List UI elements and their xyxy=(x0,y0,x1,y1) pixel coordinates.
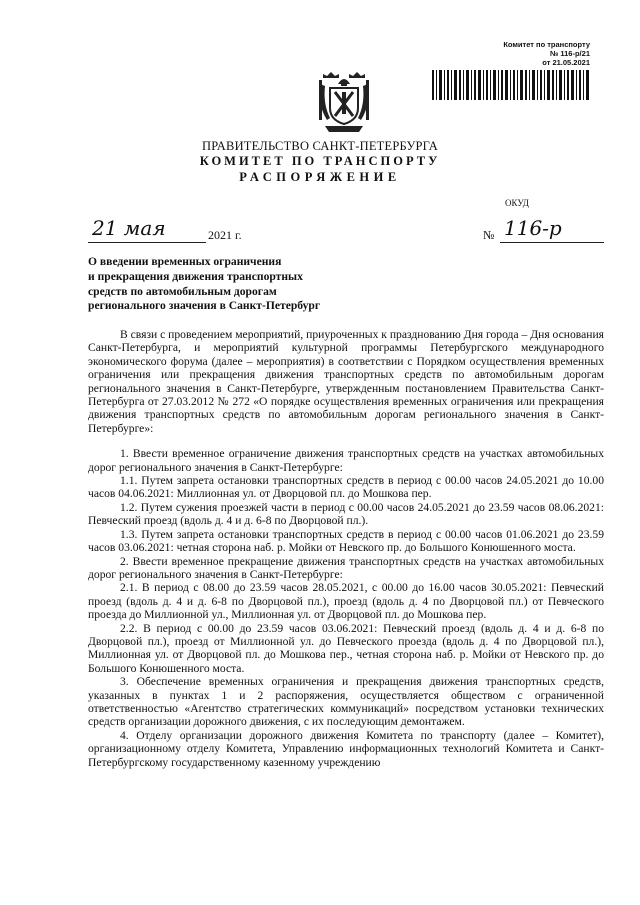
handwritten-date: 21 мая xyxy=(92,216,166,240)
title-line: и прекращения движения транспортных xyxy=(88,269,303,283)
date-year: 2021 г. xyxy=(208,228,242,242)
document-title xyxy=(88,255,320,314)
clause-3: 3. Обеспечение временных ограничения и прекращения движения транспортных средств, указанных в пунктах 1 и 2 распоряжения, осуществляется обществом с ограниченной ответственностью «Агентство стратегических коммуникаций» посредством установки технических средств организации дорожного движения, с их последующим демонтажем. xyxy=(88,675,604,729)
document-type-heading: РАСПОРЯЖЕНИЕ xyxy=(239,170,401,184)
committee-heading: КОМИТЕТ ПО ТРАНСПОРТУ xyxy=(199,154,441,168)
clause-2-2: 2.2. В период с 00.00 до 23.59 часов 03.06.2021: Певческий проезд (вдоль д. 4 и д. 6-8 по Дворцовой пл.), проезд от Миллионной ул. до Певческого проезда (вдоль д. 4 по Дворцовой пл.), Миллионная ул. от Дворцовой пл. до Мошкова пер., четная сторона наб. р. Мойки от Невского пр. до Большого Конюшенного моста. xyxy=(88,621,604,675)
date-underline xyxy=(88,242,206,243)
stamp-committee: Комитет по транспорту xyxy=(503,40,590,49)
clause-2-1: 2.1. В период с 08.00 до 23.59 часов 28.05.2021, с 00.00 до 16.00 часов 30.05.2021: Певческий проезд (вдоль д. 4 и д. 6-8 по Дворцовой пл.), проезд (вдоль д. 4 по Дворцовой пл.) от Певческого проезда до Миллионной ул., Миллионная ул. от Дворцовой пл. до Мошкова пер. xyxy=(88,581,604,622)
stamp-number: № 116-р/21 xyxy=(549,49,590,58)
document-body xyxy=(88,328,604,769)
clause-1-2: 1.2. Путем сужения проезжей части в период с 00.00 часов 24.05.2021 до 23.59 часов 08.06.2021: Певческий проезд (вдоль д. 4 и д. 6-8 по Дворцовой пл.). xyxy=(88,500,604,528)
title-line: регионального значения в Санкт-Петербург xyxy=(88,299,321,313)
title-line: средств по автомобильным дорогам xyxy=(88,284,277,298)
government-heading: ПРАВИТЕЛЬСТВО САНКТ-ПЕТЕРБУРГА xyxy=(202,139,438,153)
number-label: № xyxy=(483,228,495,242)
preamble-paragraph: В связи с проведением мероприятий, приуроченных к празднованию Дня города – Дня основания Санкт-Петербурга, и мероприятий культурной программы Петербургского международного экономического форума (далее – мероприятия) в соответствии с Порядком осуществления временных ограничения или прекращения движения транспортных средств по автомобильным дорогам регионального значения в Санкт-Петербурге, утвержденным постановлением Правительства Санкт-Петербурга от 27.03.2012 № 272 «О порядке осуществления временных ограничения или прекращения движения транспортных средств по автомобильным дорогам регионального значения в Санкт-Петербурге»: xyxy=(88,328,604,435)
title-line: О введении временных ограничения xyxy=(88,255,282,268)
clause-1-3: 1.3. Путем запрета остановки транспортных средств в период с 00.00 часов 01.06.2021 до 23.59 часов 03.06.2021: четная сторона наб. р. Мойки от Невского пр. до Большого Конюшенного моста. xyxy=(88,527,604,555)
registration-stamp xyxy=(440,40,590,67)
handwritten-number: 116-р xyxy=(504,216,562,240)
clause-2: 2. Ввести временное прекращение движения транспортных средств на участках автомобильных дорог регионального значения в Санкт-Петербурге: xyxy=(88,554,604,581)
okud-label: ОКУД xyxy=(505,198,529,208)
clause-4: 4. Отделу организации дорожного движения Комитета по транспорту (далее – Комитет), организационному отделу Комитета, Управлению информационных технологий Комитета и Санкт-Петербургскому государственному казенному учреждению xyxy=(88,728,604,769)
clause-1: 1. Ввести временное ограничение движения транспортных средств на участках автомобильных дорог регионального значения в Санкт-Петербурге: xyxy=(88,447,604,474)
number-underline xyxy=(500,242,604,243)
coat-of-arms-emblem xyxy=(315,70,373,136)
stamp-date: от 21.05.2021 xyxy=(542,58,590,67)
barcode-image xyxy=(432,70,590,100)
clause-1-1: 1.1. Путем запрета остановки транспортных средств в период с 00.00 часов 24.05.2021 до 10.00 часов 04.06.2021: Миллионная ул. от Дворцовой пл. до Мошкова пер. xyxy=(88,474,604,501)
